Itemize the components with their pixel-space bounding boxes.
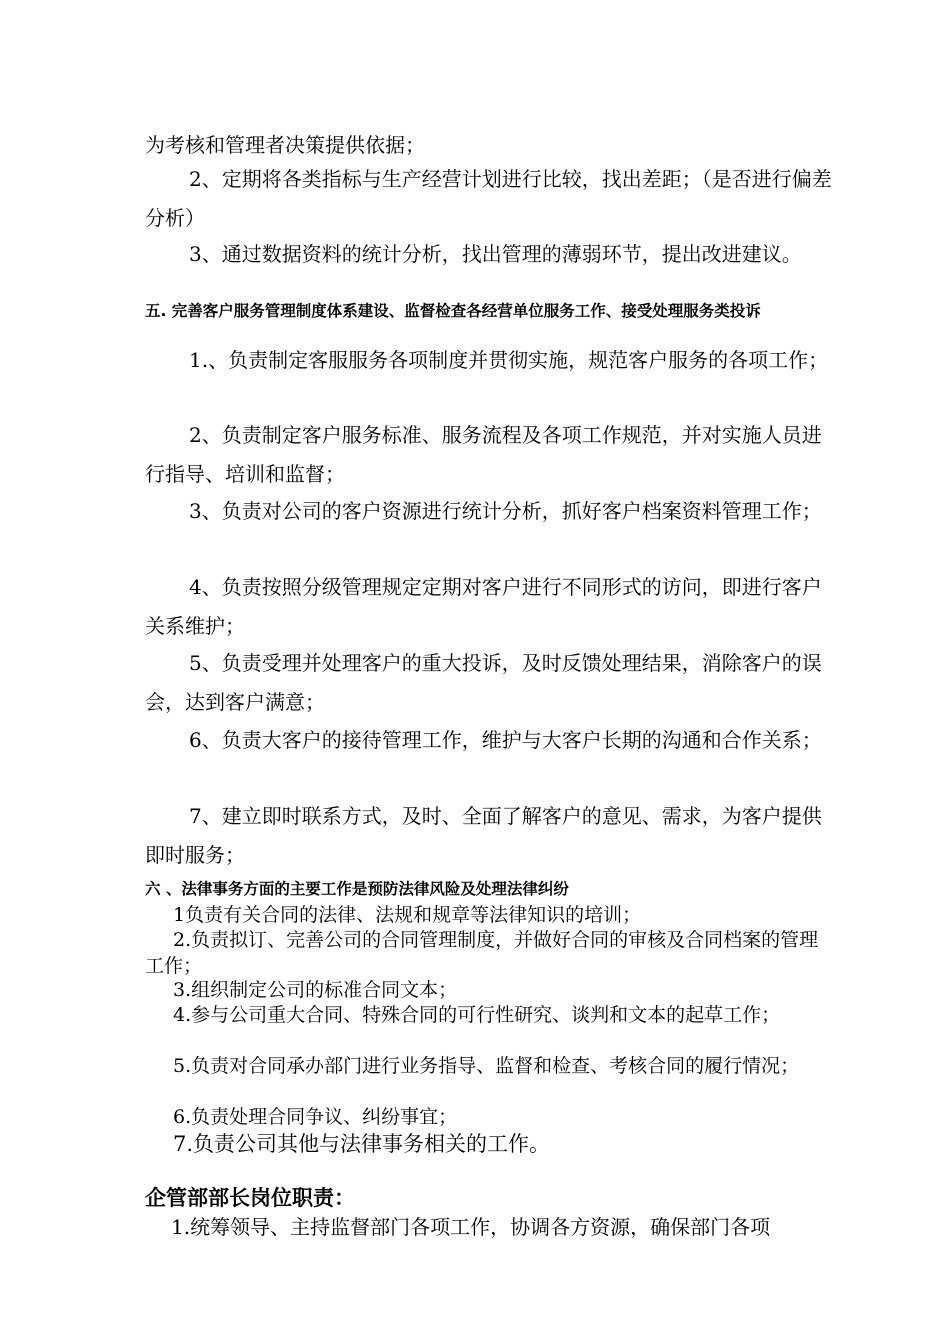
section-title: 企管部部长岗位职责： bbox=[145, 1185, 355, 1210]
list-item: 5、负责受理并处理客户的重大投诉，及时反馈处理结果，消除客户的误会，达到客户满意； bbox=[145, 651, 822, 714]
list-item: 3.组织制定公司的标准合同文本； bbox=[173, 979, 458, 1001]
list-item: 5.负责对合同承办部门进行业务指导、监督和检查、考核合同的履行情况； bbox=[173, 1055, 800, 1077]
section-heading: 六 、法律事务方面的主要工作是预防法律风险及处理法律纠纷 bbox=[145, 880, 569, 898]
list-item: 2、定期将各类指标与生产经营计划进行比较，找出差距；（是否进行偏差分析） bbox=[145, 167, 832, 230]
list-item: 1.、负责制定客服服务各项制度并贯彻实施，规范客户服务的各项工作； bbox=[189, 348, 829, 372]
list-item: 7、建立即时联系方式，及时、全面了解客户的意见、需求，为客户提供即时服务； bbox=[145, 804, 822, 867]
list-item: 2、负责制定客户服务标准、服务流程及各项工作规范，并对实施人员进行指导、培训和监督； bbox=[145, 423, 822, 486]
list-item: 1负责有关合同的法律、法规和规章等法律知识的培训； bbox=[173, 904, 642, 926]
list-item: 3、通过数据资料的统计分析，找出管理的薄弱环节，提出改进建议。 bbox=[189, 242, 802, 266]
list-item: 3、负责对公司的客户资源进行统计分析，抓好客户档案资料管理工作； bbox=[189, 499, 822, 523]
paragraph-text: 为考核和管理者决策提供依据； bbox=[145, 133, 425, 157]
list-item: 7.负责公司其他与法律事务相关的工作。 bbox=[173, 1132, 551, 1156]
list-item: 6.负责处理合同争议、纠纷事宜； bbox=[173, 1106, 458, 1128]
list-item: 4.参与公司重大合同、特殊合同的可行性研究、谈判和文本的起草工作； bbox=[173, 1004, 781, 1026]
list-item: 1.统筹领导、主持监督部门各项工作，协调各方资源，确保部门各项 bbox=[171, 1215, 771, 1239]
section-heading: 五. 完善客户服务管理制度体系建设、监督检查各经营单位服务工作、接受处理服务类投诉 bbox=[145, 302, 761, 320]
list-item: 4、负责按照分级管理规定定期对客户进行不同形式的访问，即进行客户关系维护； bbox=[145, 575, 822, 638]
list-item: 2.负责拟订、完善公司的合同管理制度，并做好合同的审核及合同档案的管理工作； bbox=[145, 929, 819, 977]
list-item: 6、负责大客户的接待管理工作，维护与大客户长期的沟通和合作关系； bbox=[189, 728, 822, 752]
